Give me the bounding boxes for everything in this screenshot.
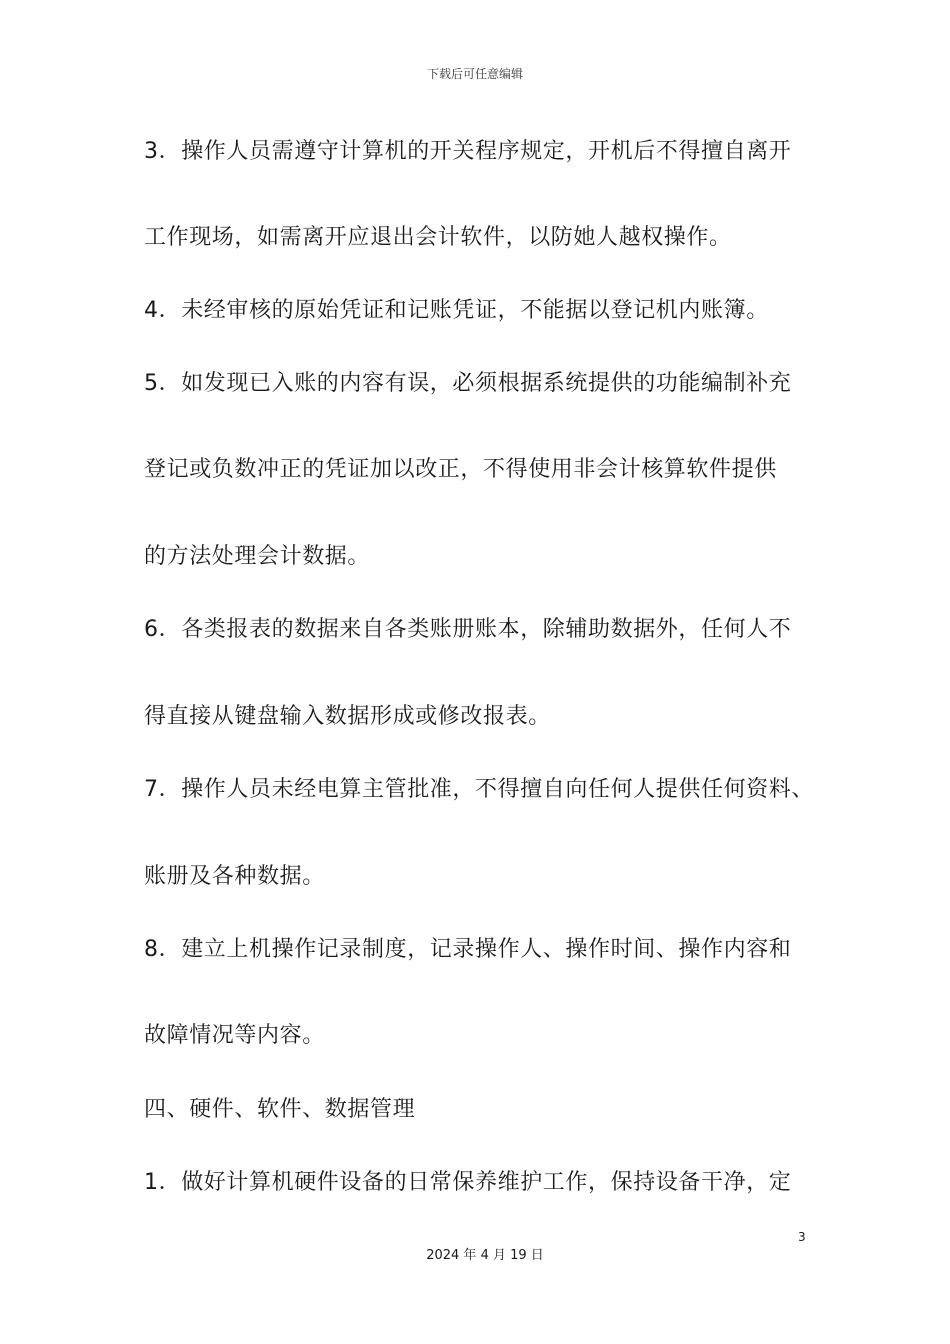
page-header: 下载后可任意编辑 <box>426 67 523 81</box>
body-line: 7．操作人员未经电算主管批准，不得擅自向任何人提供任何资料、 <box>144 777 814 802</box>
footer-date: 2024 年 4 月 19 日 <box>426 1248 544 1263</box>
body-line: 6．各类报表的数据来自各类账册账本，除辅助数据外，任何人不 <box>144 617 792 642</box>
body-line: 得直接从键盘输入数据形成或修改报表。 <box>144 704 551 729</box>
body-line: 工作现场，如需离开应退出会计软件，以防她人越权操作。 <box>144 225 732 250</box>
body-line: 5．如发现已入账的内容有误，必须根据系统提供的功能编制补充 <box>144 371 792 396</box>
page-number: 3 <box>798 1230 806 1244</box>
section-heading: 四、硬件、软件、数据管理 <box>144 1097 416 1122</box>
body-line: 的方法处理会计数据。 <box>144 544 371 569</box>
body-line: 4．未经审核的原始凭证和记账凭证，不能据以登记机内账簿。 <box>144 298 769 323</box>
body-line: 1．做好计算机硬件设备的日常保养维护工作，保持设备干净，定 <box>144 1170 792 1195</box>
body-line: 账册及各种数据。 <box>144 864 325 889</box>
body-line: 故障情况等内容。 <box>144 1023 325 1048</box>
body-line: 8．建立上机操作记录制度，记录操作人、操作时间、操作内容和 <box>144 937 792 962</box>
body-line: 登记或负数冲正的凭证加以改正，不得使用非会计核算软件提供 <box>144 457 777 482</box>
body-line: 3．操作人员需遵守计算机的开关程序规定，开机后不得擅自离开 <box>144 139 792 164</box>
